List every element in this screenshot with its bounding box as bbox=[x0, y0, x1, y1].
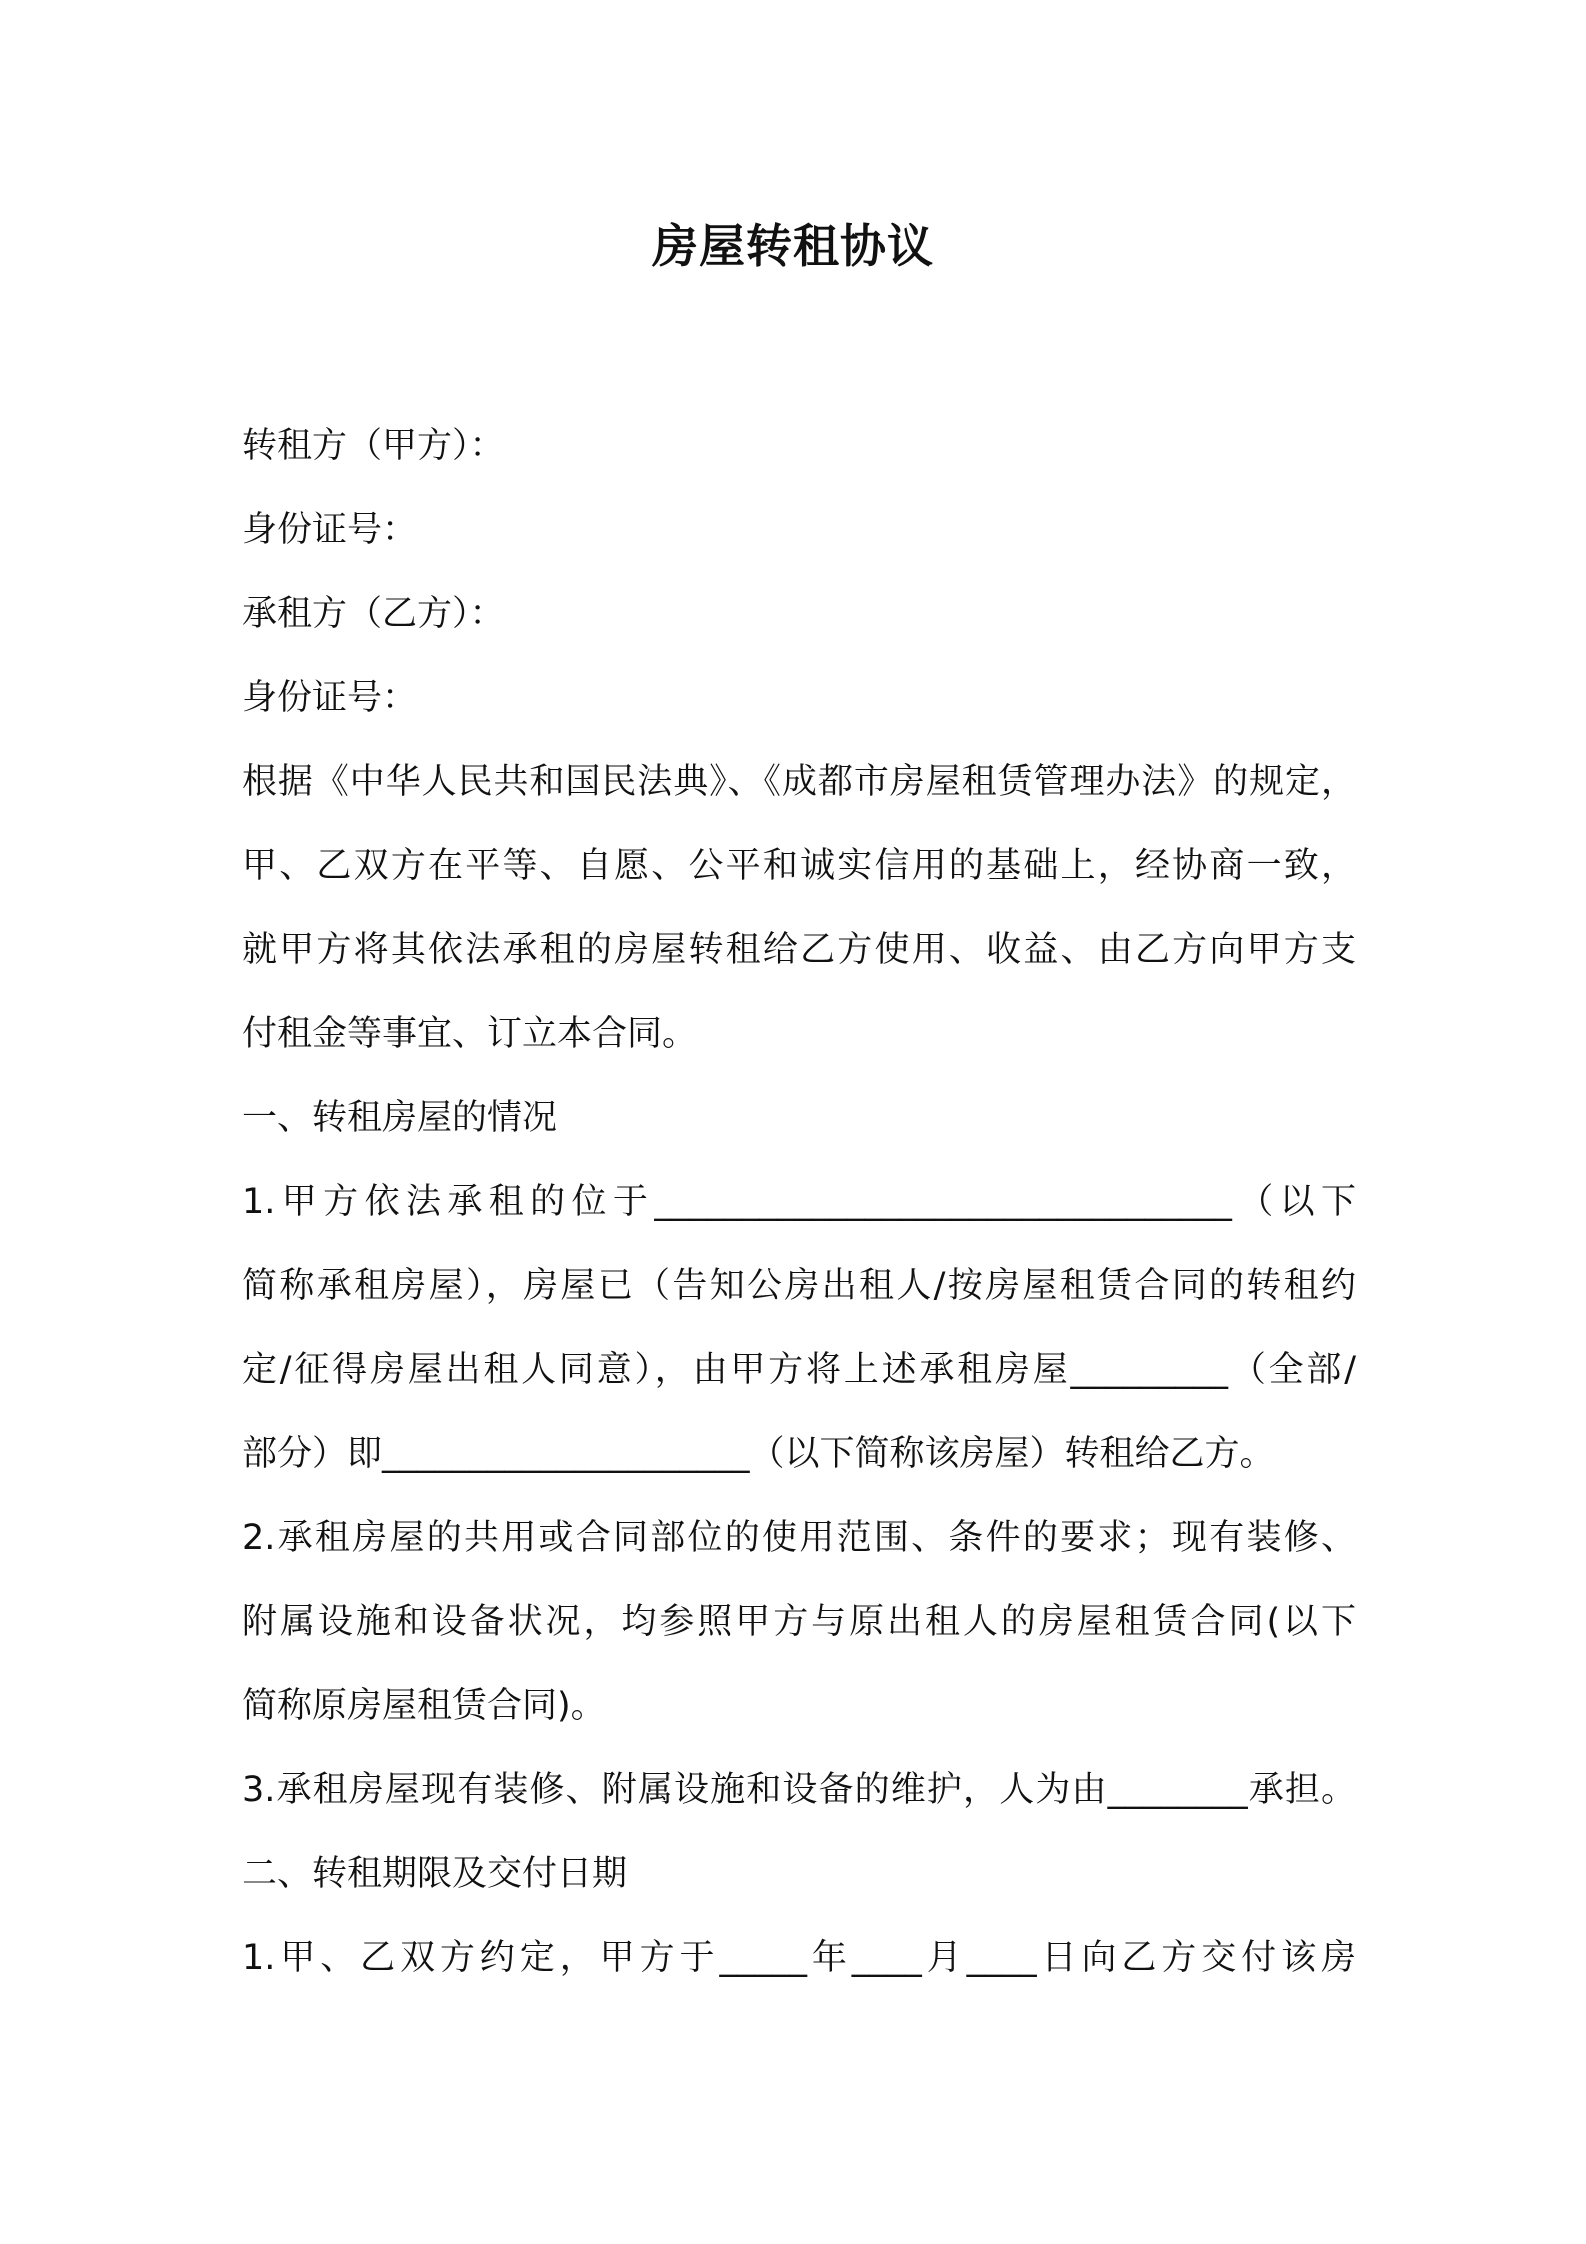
document-title: 房屋转租协议 bbox=[652, 219, 934, 273]
section-2-heading: 二、转租期限及交付日期 bbox=[242, 1854, 628, 1894]
preamble-line-2: 甲、乙双方在平等、自愿、公平和诚实信用的基础上，经协商一致， bbox=[242, 846, 1356, 886]
party-b-label: 承租方（乙方）： bbox=[242, 594, 505, 634]
section-1-clause-2-line-2: 附属设施和设备状况，均参照甲方与原出租人的房屋租赁合同(以下 bbox=[242, 1602, 1356, 1642]
section-1-clause-1-line-3: 定/征得房屋出租人同意），由甲方将上述承租房屋_________（全部/ bbox=[242, 1350, 1356, 1390]
party-a-id-label: 身份证号： bbox=[242, 510, 418, 550]
section-1-clause-3: 3.承租房屋现有装修、附属设施和设备的维护，人为由________承担。 bbox=[242, 1770, 1356, 1810]
section-1-clause-1-line-4: 部分）即_____________________（以下简称该房屋）转租给乙方。 bbox=[242, 1434, 1275, 1474]
preamble-line-3: 就甲方将其依法承租的房屋转租给乙方使用、收益、由乙方向甲方支 bbox=[242, 930, 1356, 970]
document-body bbox=[242, 404, 1356, 2000]
section-2-clause-1-line-1: 1.甲、乙双方约定，甲方于_____年____月____日向乙方交付该房 bbox=[242, 1938, 1356, 1978]
preamble-line-1: 根据《中华人民共和国民法典》、《成都市房屋租赁管理办法》的规定， bbox=[242, 762, 1356, 802]
section-1-clause-2-line-1: 2.承租房屋的共用或合同部位的使用范围、条件的要求；现有装修、 bbox=[242, 1518, 1356, 1558]
party-a-label: 转租方（甲方）： bbox=[242, 426, 505, 466]
section-1-clause-1-line-1: 1.甲方依法承租的位于_________________________________（以下 bbox=[242, 1182, 1356, 1222]
section-1-clause-2-line-3: 简称原房屋租赁合同)。 bbox=[242, 1686, 606, 1726]
section-1-clause-1-line-2: 简称承租房屋），房屋已（告知公房出租人/按房屋租赁合同的转租约 bbox=[242, 1266, 1356, 1306]
party-b-id-label: 身份证号： bbox=[242, 678, 418, 718]
preamble-line-4: 付租金等事宜、订立本合同。 bbox=[242, 1014, 698, 1054]
section-1-heading: 一、转租房屋的情况 bbox=[242, 1098, 558, 1138]
